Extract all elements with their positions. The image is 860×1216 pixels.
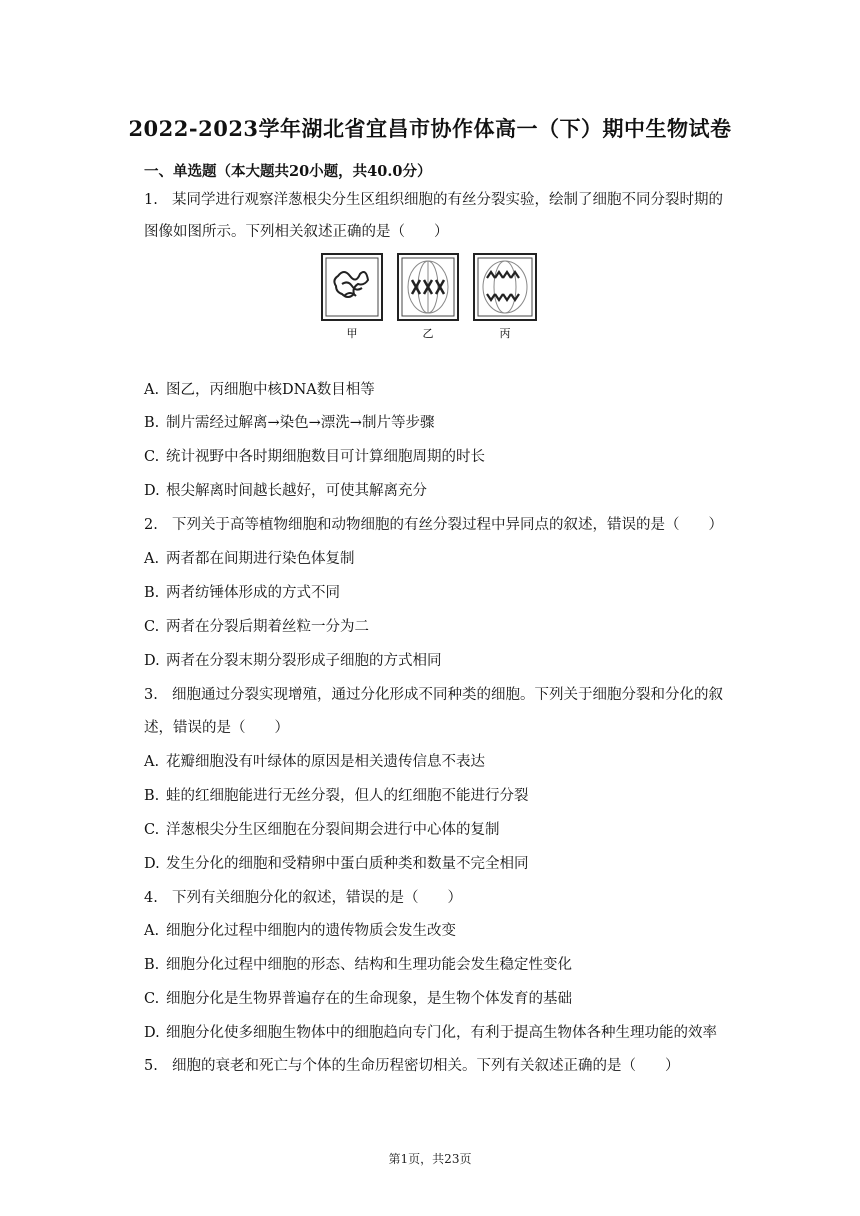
option-letter: C. [144,991,160,1007]
option-letter: A. [144,754,160,770]
question-4-option-a [144,921,754,941]
question-2-option-c [144,617,754,637]
question-number: 4. [144,890,158,906]
question-3-option-c [144,820,754,840]
option-letter: D. [144,856,160,872]
question-number: 5. [144,1058,158,1074]
question-3-option-b [144,786,754,806]
option-text: 花瓣细胞没有叶绿体的原因是相关遗传信息不表达 [166,754,485,770]
option-text: 洋葱根尖分生区细胞在分裂间期会进行中心体的复制 [166,822,500,838]
question-2-option-d [144,651,754,671]
figure-label-yi: 乙 [422,327,434,340]
question-5-stem [144,1056,754,1076]
question-number: 3. [144,687,158,703]
option-text: 细胞分化是生物界普遍存在的生命现象，是生物个体发育的基础 [166,991,572,1007]
option-text: 细胞分化过程中细胞内的遗传物质会发生改变 [166,923,456,939]
option-text: 两者在分裂后期着丝粒一分为二 [166,619,369,635]
option-letter: B. [144,788,160,804]
question-1-option-a [144,380,754,400]
figure-label-bing: 丙 [499,327,511,340]
question-3-option-a [144,752,754,772]
question-4-option-c [144,989,754,1009]
question-4-option-d [144,1023,754,1043]
option-text: 根尖解离时间越长越好，可使其解离充分 [166,483,427,499]
option-letter: D. [144,653,160,669]
option-letter: C. [144,449,160,465]
question-3-option-d [144,854,754,874]
question-1-option-c [144,447,754,467]
question-2-stem [144,515,754,535]
option-text: 蛙的红细胞能进行无丝分裂，但人的红细胞不能进行分裂 [166,788,529,804]
option-text: 细胞分化使多细胞生物体中的细胞趋向专门化，有利于提高生物体各种生理功能的效率 [166,1025,717,1041]
question-4-stem [144,888,754,908]
page-footer: 第1页，共23页 [388,1152,472,1166]
option-letter: C. [144,822,160,838]
option-letter: B. [144,415,160,431]
option-text: 两者都在间期进行染色体复制 [166,551,355,567]
question-stem-text: 某同学进行观察洋葱根尖分生区组织细胞的有丝分裂实验，绘制了细胞不同分裂时期的 [172,192,723,208]
option-letter: D. [144,483,160,499]
option-text: 图乙，丙细胞中核DNA数目相等 [166,382,375,398]
question-number: 2. [144,517,158,533]
option-text: 制片需经过解离→染色→漂洗→制片等步骤 [166,415,435,431]
mitosis-figure [320,252,540,342]
option-letter: A. [144,382,160,398]
option-text: 细胞分化过程中细胞的形态、结构和生理功能会发生稳定性变化 [166,957,572,973]
question-4-option-b [144,955,754,975]
option-text: 统计视野中各时期细胞数目可计算细胞周期的时长 [166,449,485,465]
question-stem-text: 下列关于高等植物细胞和动物细胞的有丝分裂过程中异同点的叙述，错误的是（ ） [172,517,723,533]
cell-bing [474,254,536,320]
option-text: 发生分化的细胞和受精卵中蛋白质种类和数量不完全相同 [166,856,529,872]
cell-jia [322,254,382,320]
option-letter: B. [144,585,160,601]
section-heading: 一、单选题（本大题共20小题，共40.0分） [144,163,432,180]
question-stem-text: 下列有关细胞分化的叙述，错误的是（ ） [172,890,462,906]
option-letter: A. [144,551,160,567]
figure-label-jia: 甲 [346,327,358,340]
option-letter: A. [144,923,160,939]
option-letter: C. [144,619,160,635]
page-title: 2022-2023学年湖北省宜昌市协作体高一（下）期中生物试卷 [128,116,732,141]
question-2-option-b [144,583,754,603]
question-1-stem-line2: 图像如图所示。下列相关叙述正确的是（ ） [144,224,449,240]
option-letter: D. [144,1025,160,1041]
question-3-stem-line2: 述，错误的是（ ） [144,720,289,736]
question-3-stem-line1 [144,685,754,705]
question-2-option-a [144,549,754,569]
option-text: 两者纺锤体形成的方式不同 [166,585,340,601]
option-letter: B. [144,957,160,973]
question-number: 1. [144,192,158,208]
question-1-option-d [144,481,754,501]
question-stem-text: 细胞通过分裂实现增殖，通过分化形成不同种类的细胞。下列关于细胞分裂和分化的叙 [172,687,723,703]
option-text: 两者在分裂末期分裂形成子细胞的方式相同 [166,653,442,669]
cell-yi [398,254,458,320]
question-1-option-b [144,413,754,433]
question-stem-text: 细胞的衰老和死亡与个体的生命历程密切相关。下列有关叙述正确的是（ ） [172,1058,680,1074]
question-1-stem-line1 [144,190,754,210]
